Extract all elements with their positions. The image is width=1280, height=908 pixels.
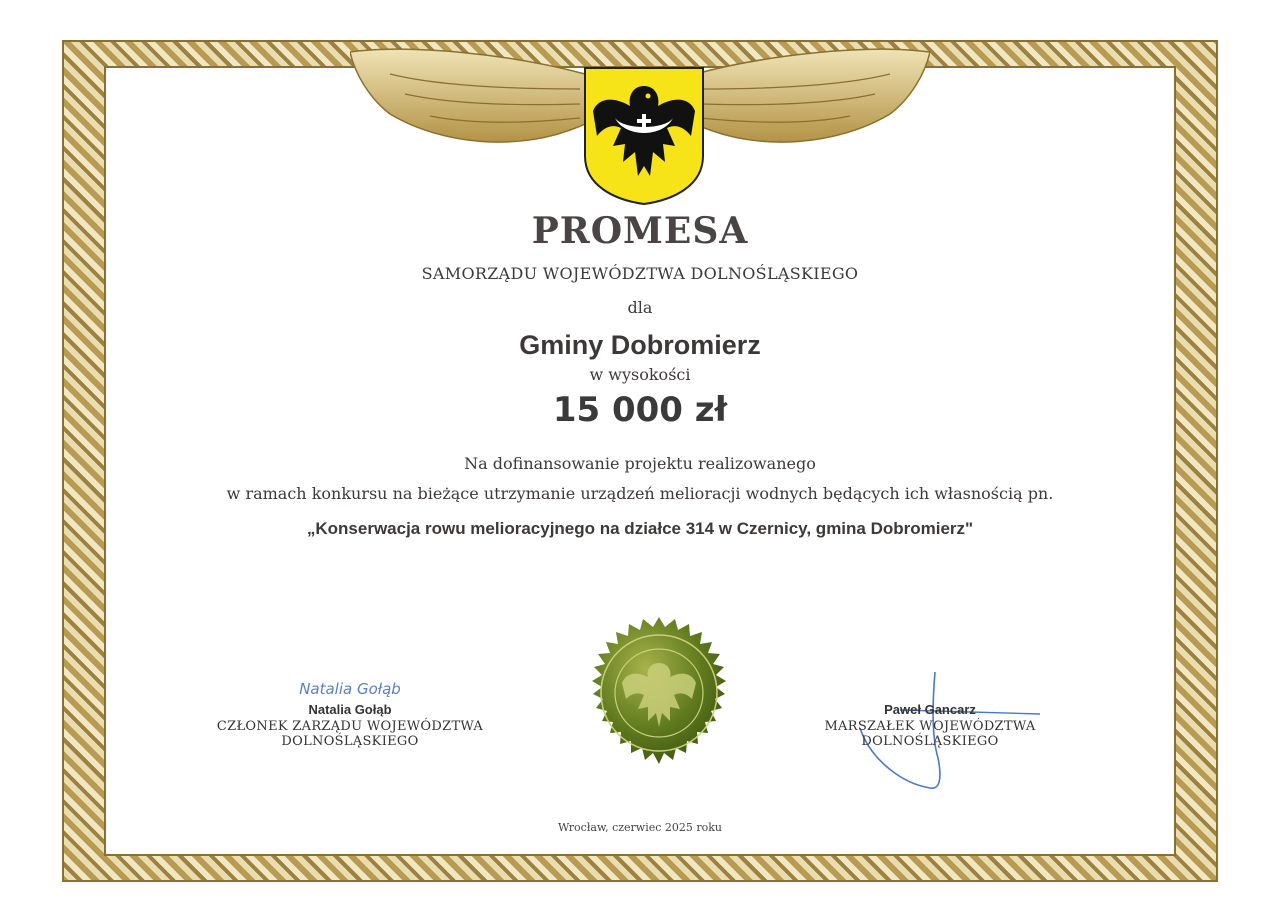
grant-amount: 15 000 zł xyxy=(552,390,728,430)
signatory-role-left: CZŁONEK ZARZĄDU WOJEWÓDZTWA DOLNOŚLĄSKIEGO xyxy=(216,719,484,749)
signatory-name-right: Paweł Gancarz xyxy=(884,702,976,717)
handwritten-signature-left: Natalia Gołąb xyxy=(299,680,401,698)
amount-label: w wysokości xyxy=(589,365,691,384)
purpose-line-1: Na dofinansowanie projektu realizowanego xyxy=(464,454,816,473)
signatory-role-right: MARSZAŁEK WOJEWÓDZTWA DOLNOŚLĄSKIEGO xyxy=(824,719,1036,749)
right-signature-block xyxy=(760,680,1100,749)
left-signature-block xyxy=(150,680,550,749)
project-name: „Konserwacja rowu melioracyjnego na działce 314 w Czernicy, gmina Dobromierz" xyxy=(306,519,974,538)
place-and-date: Wrocław, czerwiec 2025 roku xyxy=(557,821,723,834)
signatory-name-left: Natalia Gołąb xyxy=(308,702,392,717)
for-word: dla xyxy=(627,298,653,317)
document-title: PROMESA xyxy=(531,210,749,252)
signature-spacer xyxy=(760,680,1100,702)
eagle-coat-of-arms-icon xyxy=(583,66,705,206)
recipient-name: Gminy Dobromierz xyxy=(519,330,761,360)
purpose-line-2: w ramach konkursu na bieżące utrzymanie urządzeń melioracji wodnych będących ich własnością pn. xyxy=(226,484,1054,503)
embossed-seal-icon xyxy=(576,617,742,783)
issuer-line: SAMORZĄDU WOJEWÓDZTWA DOLNOŚLĄSKIEGO xyxy=(421,264,859,283)
